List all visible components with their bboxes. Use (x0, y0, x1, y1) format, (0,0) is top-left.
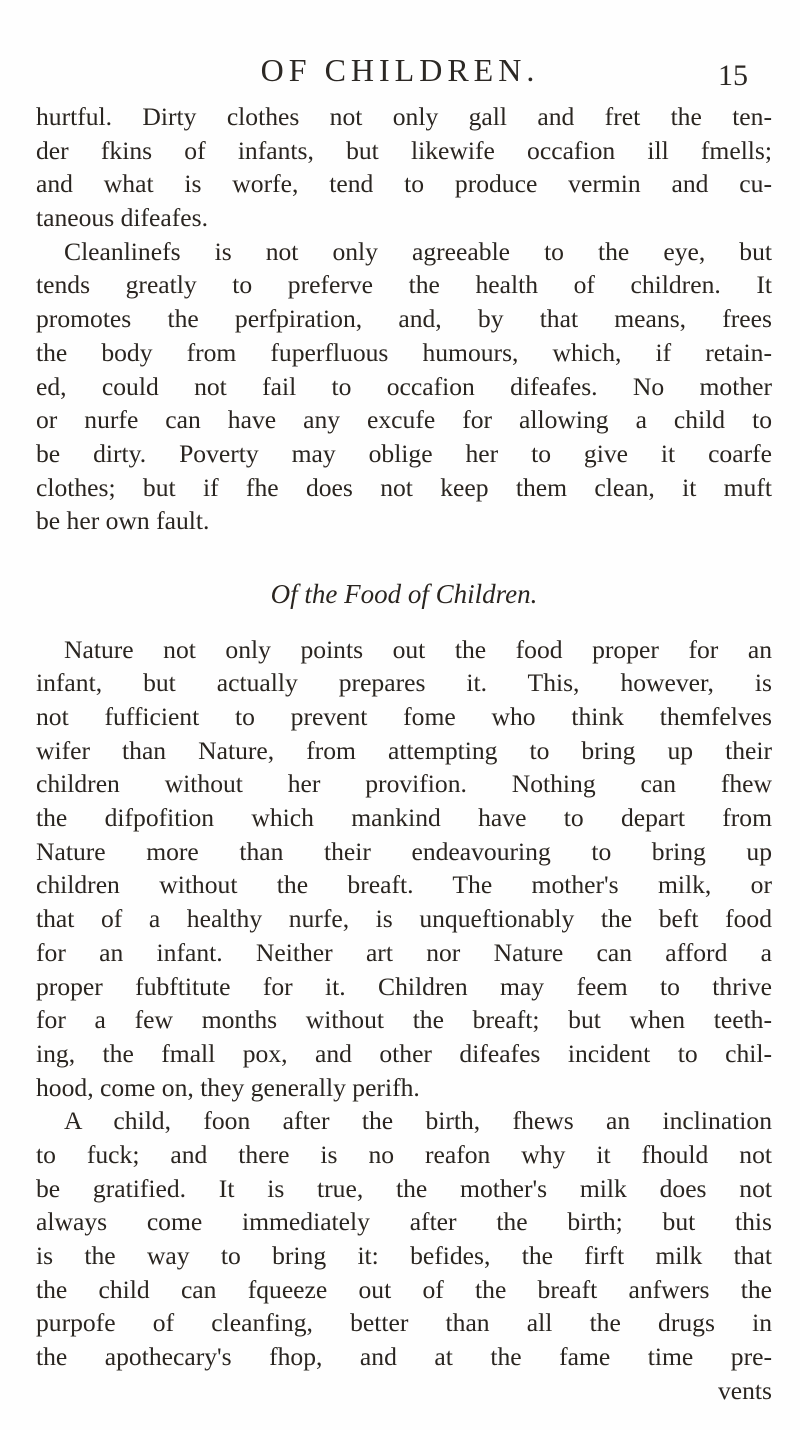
text-line: be her own fault. (36, 506, 210, 536)
page-number: 15 (718, 59, 748, 92)
text-line: clothes; but if fhe does not keep them clean, it muft (36, 472, 772, 502)
text-line: A child, foon after the birth, fhews an inclination (64, 1106, 772, 1136)
paragraph-2 (36, 235, 772, 538)
text-line: Nature more than their endeavouring to bring up (36, 836, 772, 866)
text-line: ing, the fmall pox, and other difeafes incident to chil- (36, 1038, 772, 1068)
section-heading: Of the Food of Children. (270, 578, 538, 609)
text-line: be dirty. Poverty may oblige her to give it coarfe (36, 438, 772, 468)
text-line: purpofe of cleanfing, better than all the drugs in (36, 1308, 772, 1338)
text-line: ed, could not fail to occafion difeafes. No mother (36, 371, 772, 401)
text-line: always come immediately after the birth; but this (36, 1207, 772, 1237)
text-line: taneous difeafes. (36, 203, 208, 233)
paragraph-1 (36, 100, 772, 235)
text-line: for an infant. Neither art nor Nature can afford a (36, 937, 772, 967)
text-line: Cleanlinefs is not only agreeable to the eye, but (64, 236, 772, 266)
catchword: vents (717, 1375, 772, 1405)
paragraph-3 (36, 633, 772, 1105)
text-line: the child can fqueeze out of the breaft anfwers the (36, 1274, 772, 1304)
text-line: der fkins of infants, but likewife occafion ill fmells; (36, 135, 772, 165)
text-line: to fuck; and there is no reafon why it fhould not (36, 1139, 772, 1169)
text-line: and what is worfe, tend to produce vermin and cu- (36, 169, 772, 199)
text-line: promotes the perfpiration, and, by that means, frees (36, 304, 772, 334)
text-line: children without her provifion. Nothing can fhew (36, 769, 772, 799)
text-line: the body from fuperfluous humours, which, if retain- (36, 337, 772, 367)
text-line: or nurfe can have any excufe for allowing a child to (36, 405, 772, 435)
text-line: Nature not only points out the food proper for an (64, 634, 772, 664)
text-line: proper fubftitute for it. Children may feem to thrive (36, 971, 772, 1001)
text-line: the difpofition which mankind have to depart from (36, 803, 772, 833)
text-line: tends greatly to preferve the health of children. It (36, 270, 772, 300)
paragraph-4 (36, 1104, 772, 1374)
text-line: hurtful. Dirty clothes not only gall and fret the ten- (36, 102, 772, 131)
text-line: be gratified. It is true, the mother's milk does not (36, 1173, 772, 1203)
text-line: not fufficient to prevent fome who think themfelves (36, 702, 772, 731)
text-line: children without the breaft. The mother's milk, or (36, 870, 772, 900)
text-line: hood, come on, they generally perifh. (36, 1072, 420, 1102)
text-line: that of a healthy nurfe, is unqueftionably the beft food (36, 904, 772, 934)
text-line: for a few months without the breaft; but when teeth- (36, 1005, 772, 1035)
text-line: wifer than Nature, from attempting to bring up their (36, 735, 772, 765)
text-line: is the way to bring it: befides, the firft milk that (36, 1241, 772, 1270)
text-line: the apothecary's fhop, and at the fame time pre- (36, 1342, 772, 1372)
text-line: infant, but actually prepares it. This, however, is (36, 668, 772, 698)
running-head (0, 50, 800, 100)
body-text (36, 100, 772, 1407)
running-title: OF CHILDREN. (260, 52, 540, 88)
